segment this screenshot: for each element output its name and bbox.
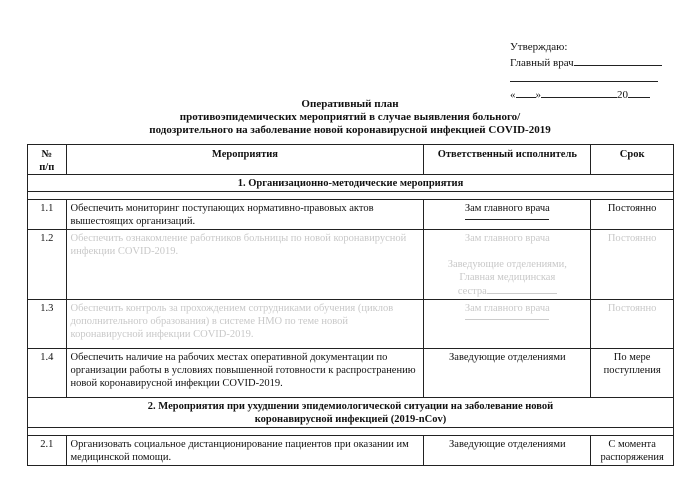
title-line-1: Оперативный план [301, 98, 399, 110]
chief-doctor-line [510, 54, 670, 70]
chief-doctor-label: Главный врач [510, 57, 574, 69]
table-row: 1.3 Обеспечить контроль за прохождением сотрудниками обучения (циклов дополнительного образования) в системе НМО по теме новой коронавирусной инфекции COVID-2019. Зам главного врача Постоянно [28, 300, 674, 349]
approval-block [510, 40, 670, 102]
plan-table [27, 144, 674, 466]
approve-label: Утверждаю: [510, 41, 568, 53]
document-title [0, 98, 700, 137]
header-measures: Мероприятия [66, 145, 424, 175]
table-row: 1.2 Обеспечить ознакомление работников больницы по новой коронавирусной инфекции COVID-2019. Зам главного врача Заведующие отделениями, Главная медицинская сестра Постоянно [28, 230, 674, 300]
signature-line [574, 54, 662, 66]
table-row: 1.4 Обеспечить наличие на рабочих местах оперативной документации по организации работы в условиях повышенной готовности к распространению новой коронавирусной инфекции COVID-2019. Заведующие отделениями По мере поступления [28, 349, 674, 398]
header-term: Срок [591, 145, 674, 175]
section-1-title: 1. Организационно-методические мероприятия [28, 175, 674, 192]
header-number: № п/п [28, 145, 67, 175]
section-row [28, 398, 674, 428]
table-header-row [28, 145, 674, 175]
section-row [28, 175, 674, 192]
table-row: 2.1 Организовать социальное дистанционирование пациентов при оказании им медицинской помощи. Заведующие отделениями С момента распоряжения [28, 436, 674, 466]
title-line-2: противоэпидемических мероприятий в случае выявления больного/ [179, 111, 521, 123]
header-responsible: Ответственный исполнитель [424, 145, 591, 175]
name-line [510, 70, 670, 86]
table-row: 1.1 Обеспечить мониторинг поступающих нормативно-правовых актов вышестоящих организаций. Зам главного врача Постоянно [28, 200, 674, 230]
section-2-title: 2. Мероприятия при ухудшении эпидемиологической ситуации на заболевание новой коронавирусной инфекцией (2019-nCov) [28, 398, 674, 428]
title-line-3: подозрительного на заболевание новой коронавирусной инфекцией COVID-2019 [149, 124, 551, 136]
date-line: « » 20 [510, 86, 670, 102]
